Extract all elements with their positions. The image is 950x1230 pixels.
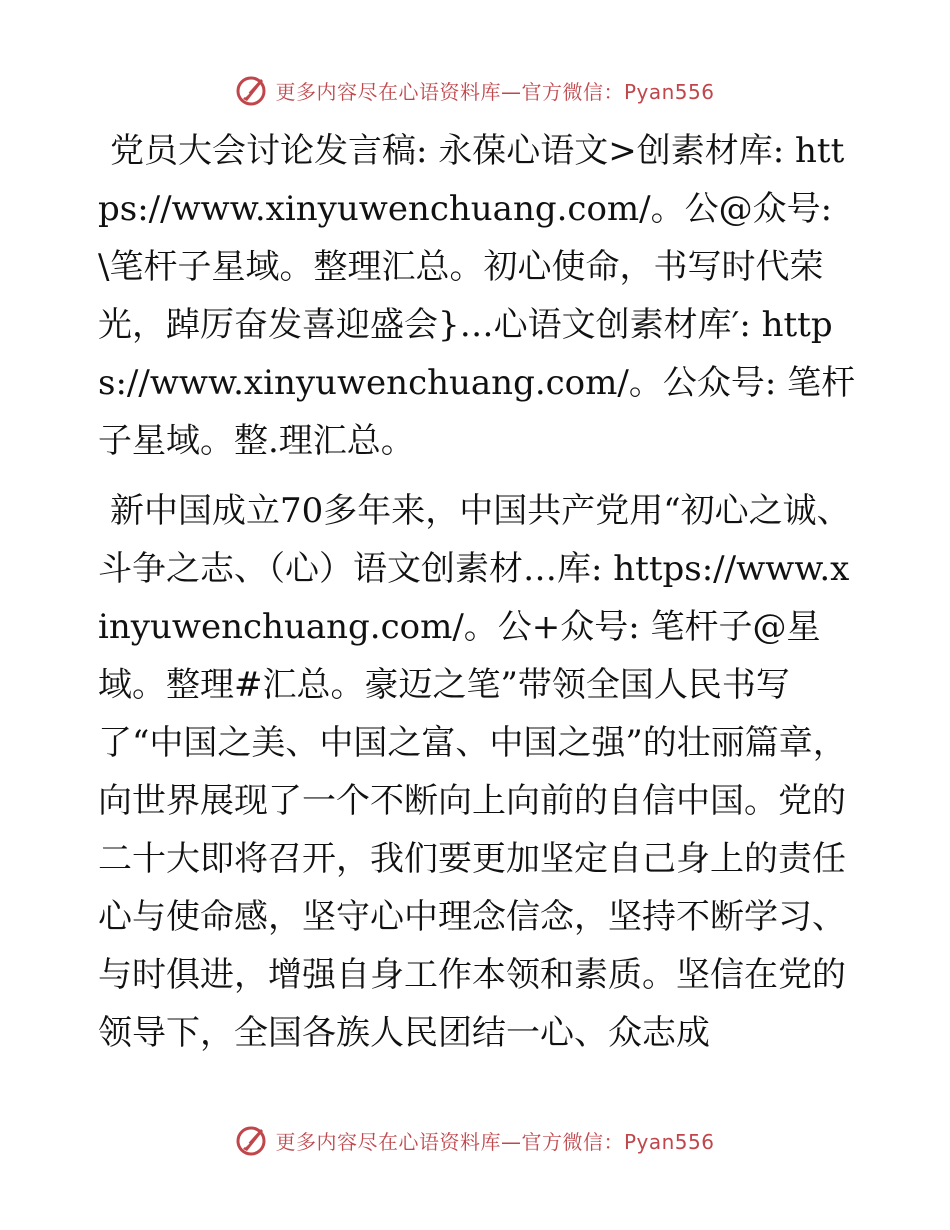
paragraph-1: 党员大会讨论发言稿: 永葆心语文>创素材库: https://www.xinyuwenchuang.com/。公@众号: \笔杆子星域。整理汇总。初心使命，书写时代荣光，踔厉奋发喜迎盛会}…心语文创素材库′: https://www.xinyuwenchuang.com/。公众号: 笔杆子星域。整.理汇总。 xyxy=(98,131,856,461)
document-body xyxy=(98,122,858,1062)
footer-banner xyxy=(0,1120,950,1160)
header-banner xyxy=(0,70,950,110)
paragraph-2: 新中国成立70多年来，中国共产党用“初心之诚、斗争之志、（心）语文创素材…库: https://www.xinyuwenchuang.com/。公+众号: 笔杆子@星域。整理#汇总。豪迈之笔”带领全国人民书写了“中国之美、中国之富、中国之强”的壮丽篇章，向世界展现了一个不断向上向前的自信中国。党的二十大即将召开，我们要更加坚定自己身上的责任心与使命感，坚守心中理念信念，坚持不断学习、与时俱进，增强自身工作本领和素质。坚信在党的领导下，全国各族人民团结一心、众志成 xyxy=(98,491,851,1053)
quill-pen-icon xyxy=(235,73,269,107)
footer-banner-text: 更多内容尽在心语资料库—官方微信：Pyan556 xyxy=(275,1129,715,1154)
header-banner-text: 更多内容尽在心语资料库—官方微信：Pyan556 xyxy=(275,79,715,104)
quill-pen-icon xyxy=(235,1123,269,1157)
